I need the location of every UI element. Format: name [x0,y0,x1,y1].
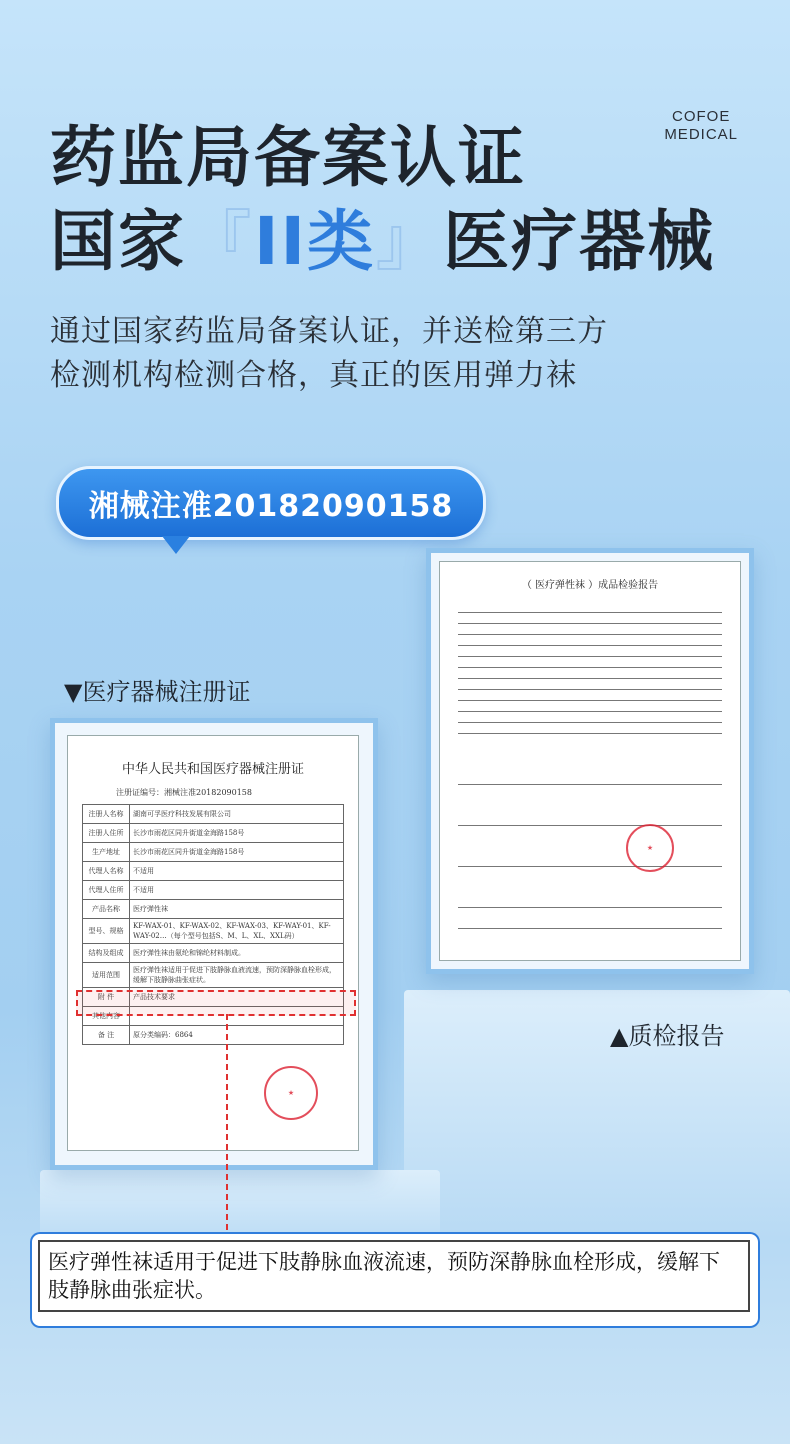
brand-line-2: MEDICAL [664,126,738,143]
cert-row: 注册人名称 湖南可孚医疗科技发展有限公司 [83,805,344,824]
cert-red-stamp: ★ [264,1066,318,1120]
quality-report-label: ▲质检报告 [610,1022,725,1050]
registration-number-badge: 湘械注准20182090158 [56,466,486,540]
headline-line-1: 药监局备案认证 [50,119,526,196]
cert-row: 代理人名称 不适用 [83,862,344,881]
cert-row: 产品名称 医疗弹性袜 [83,900,344,919]
quality-report-paper [439,561,741,961]
headline-country: 国家 [50,203,186,280]
pedestal-right [404,990,790,1240]
cert-row: 附 件 产品技术要求 [83,988,344,1007]
report-table [458,602,722,929]
brand-line-1: COFOE [671,108,731,125]
headline-device: 医疗器械 [443,203,716,280]
registration-cert-paper [67,735,359,1151]
badge-tail [162,536,190,554]
scope-callout-text: 医疗弹性袜适用于促进下肢静脉血液流速，预防深静脉血栓形成，缓解下肢静脉曲张症状。 [38,1240,750,1312]
bracket-close: 』 [375,203,444,280]
report-title: （ 医疗弹性袜 ）成品检验报告 [521,580,659,591]
cert-title: 中华人民共和国医疗器械注册证 [121,762,304,777]
cert-row: 代理人住所 不适用 [83,881,344,900]
class-highlight: II类 [254,203,376,280]
cert-row: 结构及组成 医疗弹性袜由氨纶和锦纶材料制成。 [83,944,344,963]
cert-row: 其他内容 [83,1007,344,1026]
registration-cert-frame [50,718,378,1170]
subtitle-line-2: 检测机构检测合格，真正的医用弹力袜 [50,358,577,393]
cert-number: 注册证编号：湘械注准20182090158 [116,788,252,797]
registration-cert-label: ▼医疗器械注册证 [64,678,251,706]
bracket-open: 『 [186,203,254,280]
cert-row-highlight: 适用范围 医疗弹性袜适用于促进下肢静脉血液流速，预防深静脉血栓形成，缓解下肢静脉曲张症状。 [83,963,344,988]
scope-highlight-box [76,990,356,1016]
headline-line-2 [50,188,715,283]
cert-row: 型号、规格 KF-WAX-01、KF-WAX-02、KF-WAX-03、KF-WAY-01、KF-WAY-02…（每个型号包括S、M、L、XL、XXL码） [83,919,344,944]
brand-logo [664,108,738,144]
cert-row: 生产地址 长沙市雨花区同升街道金海路158号 [83,843,344,862]
report-red-stamp: ★ [626,824,674,872]
cert-row: 备 注 原分类编码：6864 [83,1026,344,1045]
subtitle [50,310,608,398]
cert-row: 注册人住所 长沙市雨花区同升街道金海路158号 [83,824,344,843]
subtitle-line-1: 通过国家药监局备案认证，并送检第三方 [50,314,608,349]
quality-report-frame [426,548,754,974]
callout-connector [226,1014,228,1240]
